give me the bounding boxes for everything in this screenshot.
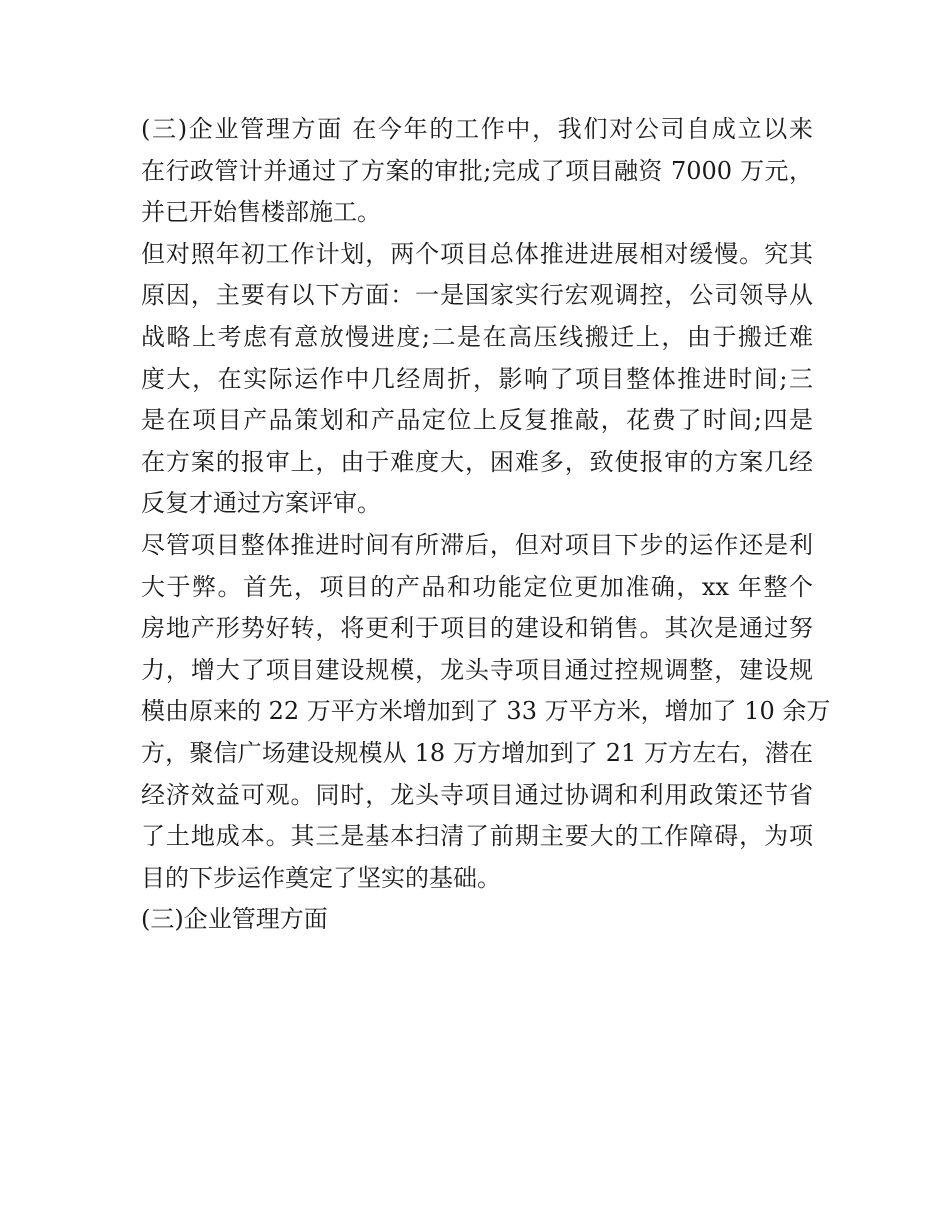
text-line: 方，聚信广场建设规模从 18 万方增加到了 21 万方左右，潜在 (141, 738, 813, 767)
text-line: 大于弊。首先，项目的产品和功能定位更加准确，xx 年整个 (141, 572, 813, 601)
text-line: 是在项目产品策划和产品定位上反复推敲，花费了时间;四是 (141, 406, 813, 435)
text-line: 在行政管计并通过了方案的审批;完成了项目融资 7000 万元， (141, 156, 813, 185)
section-heading-enterprise-management (141, 899, 813, 941)
text-line: 战略上考虑有意放慢进度;二是在高压线搬迁上，由于搬迁难 (141, 322, 813, 351)
text-line: 房地产形势好转，将更利于项目的建设和销售。其次是通过努 (141, 614, 813, 643)
text-line: 模由原来的 22 万平方米增加到了 33 万平方米，增加了 10 余万 (141, 697, 831, 726)
paragraph-enterprise-management-intro (141, 109, 813, 234)
text-line: (三)企业管理方面 在今年的工作中，我们对公司自成立以来 (141, 115, 813, 143)
text-line: 但对照年初工作计划，两个项目总体推进进展相对缓慢。究其 (141, 239, 813, 268)
text-line: 原因，主要有以下方面：一是国家实行宏观调控，公司领导从 (141, 281, 813, 310)
document-body (141, 109, 831, 941)
text-line: 力，增大了项目建设规模，龙头寺项目通过控规调整，建设规 (141, 655, 813, 684)
text-line: 经济效益可观。同时，龙头寺项目通过协调和利用政策还节省 (141, 780, 813, 809)
text-line: 反复才通过方案评审。 (141, 489, 381, 518)
text-line: 并已开始售楼部施工。 (141, 198, 381, 227)
text-line: 了土地成本。其三是基本扫清了前期主要大的工作障碍，为项 (141, 822, 813, 851)
text-line: 度大，在实际运作中几经周折，影响了项目整体推进时间;三 (141, 364, 813, 393)
paragraph-progress-reasons (141, 234, 813, 525)
text-line: 在方案的报审上，由于难度大，困难多，致使报审的方案几经 (141, 447, 813, 476)
text-line: 尽管项目整体推进时间有所滞后，但对项目下步的运作还是利 (141, 530, 813, 559)
text-line: 目的下步运作奠定了坚实的基础。 (141, 863, 501, 892)
paragraph-project-benefits (141, 525, 831, 899)
text-line: (三)企业管理方面 (141, 905, 328, 934)
